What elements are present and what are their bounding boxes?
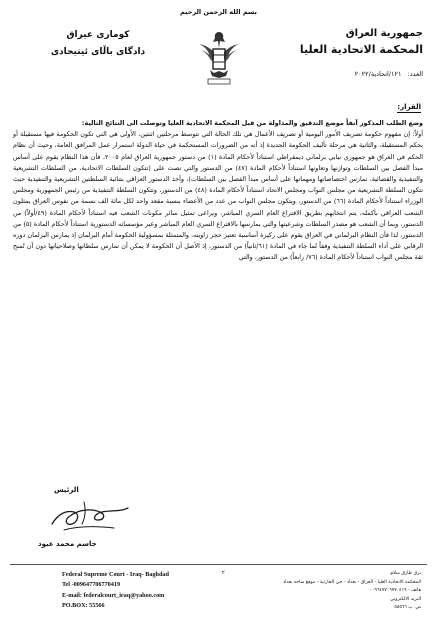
footer-arabic-address: المحكمة الاتحادية العليا - العراق - بغداد - حي الحارثية - موقع ساحة بغداد <box>283 579 421 585</box>
footer-telephone: Tel -009647706770419 <box>62 581 121 589</box>
coat-of-arms-icon <box>196 26 242 88</box>
footer-contact-english <box>62 570 212 612</box>
kurdish-republic-title: كوماری عیراق <box>66 30 130 40</box>
decision-number <box>293 70 423 78</box>
basmala: بسم الله الرحمن الرحيم <box>180 8 257 16</box>
footer-pobox: PO.BOX: 55566 <box>62 602 105 610</box>
judge-name: جاسم محمد عبود <box>38 540 97 548</box>
decision-body <box>13 118 423 264</box>
handwritten-signature-icon <box>44 490 134 540</box>
decision-number-label: العدد: <box>407 70 423 78</box>
footer-arabic-pobox: ص. ب ٥٥٥٦٦ <box>394 605 421 611</box>
footer-divider <box>10 564 427 565</box>
footer-contact-arabic <box>253 570 421 613</box>
court-header-kurdish <box>28 30 168 57</box>
decision-number-value: ١٢١/اتحادية/٢٠٢٢ <box>354 70 402 78</box>
footer-arabic-telegram: برق طارق سلام <box>390 571 421 576</box>
footer-court-name: Federal Supreme Court - Iraq- Baghdad <box>62 571 169 578</box>
footer-arabic-phone: هاتف - ٠٠٩٦٤٧٧٠٦٧٧٠٤١٩ <box>369 588 421 594</box>
court-header-arabic <box>293 28 423 78</box>
footer-arabic-email: البريد الالكتروني <box>390 596 421 602</box>
republic-title: جمهورية العراق <box>345 28 423 39</box>
signature-block <box>20 480 170 560</box>
paragraph-first: أولاً: إن مفهوم حكومة تصريف الأمور اليومية أو تصريف الأعمال هي تلك الحالة التي تتوسط مرحلتين اثنتين، الأولى هي التي تكون الحكومة فيها مستقيلة أو بحكم المستقيلة، والثانية هي مرحلة تأليف الحكومة الجديدة إذ أنه من الضرورات المستحكمة في حياة الدولة استمرار عمل المرافق العامة، وحيث أن نظام الحكم في العراق هو جمهوري نيابي برلماني ديمقراطي استناداً لأحكام المادة (١) من دستور جمهورية العراق لعام ٢٠٠٥، فأن هذا النظام يقوم على أساس مبدأ الفصل بين السلطات وتوازنها وتعاونها استناداً لأحكام المادة (٤٧) من الدستور والتي نصت على (تتكون السلطات الاتحادية، من السلطات التشريعية والتنفيذية والقضائية، تمارس اختصاصاتها ومهماتها على أساس مبدأ الفصل بين السلطات)، وأخذ الدستور العراقي بثنائية السلطتين التشريعية والتنفيذية حيث تتكون السلطة التشريعية من مجلس النواب ومجلس الاتحاد استناداً لأحكام المادة (٤٨) من الدستور، وتتكون السلطة التنفيذية من رئيس الجمهورية ومجلس الوزراء استناداً لأحكام المادة (٦٦) من الدستور، ويتكون مجلس النواب من عدد من الأعضاء بنسبة مقعد واحد لكل مائة الف نسمة من نفوس العراق يمثلون الشعب العراقي بأكمله، يتم انتخابهم بطريق الاقتراع العام السري المباشر، ويراعى تمثيل سائر مكونات الشعب فيه استناداً لأحكام المادة (٤٩/أولاً) من الدستور، وبما أن الشعب هو مصدر السلطات وشرعيتها والتي يمارسها بالاقتراع السري العام المباشر وعبر مؤسساته الدستورية استناداً لأحكام المادة (٥) من الدستور، لذا فأن النظام البرلماني في العراق يقوم على ركيزة أساسية تعتبر حجر زاويته، والمتمثلة بمسؤولية الحكومة أمام البرلمان إذ يمارس البرلمان دوره الرقابي على أداء السلطة التنفيذية وفقاً لما جاء في المادة (٦١/ثانياً) من الدستور، إذ الأصل أن الحكومة لا يمكن أن تمارس سلطاتها وصلاحياتها دون أن تُمنح ثقة مجلس النواب استناداً لأحكام المادة (٧٦/ رابعاً) من الدستور، والتي <box>13 130 424 262</box>
president-label: الرئيس <box>54 486 79 494</box>
decision-heading: القرار: <box>397 103 421 111</box>
footer-email[interactable]: E-mail: federalcourt_iraq@yahoo.com <box>62 591 165 599</box>
court-title: المحكمة الاتحادية العليا <box>299 43 423 56</box>
kurdish-court-title: دادگای باڵای ئیتیحادی <box>50 47 146 57</box>
page-number: ٢ <box>222 570 225 576</box>
intro-paragraph: وضع الطلب المذكور آنفاً موضع التدقيق والمداولة من قبل المحكمة الاتحادية العليا وتوصلت الى النتائج التالية: <box>81 119 423 127</box>
